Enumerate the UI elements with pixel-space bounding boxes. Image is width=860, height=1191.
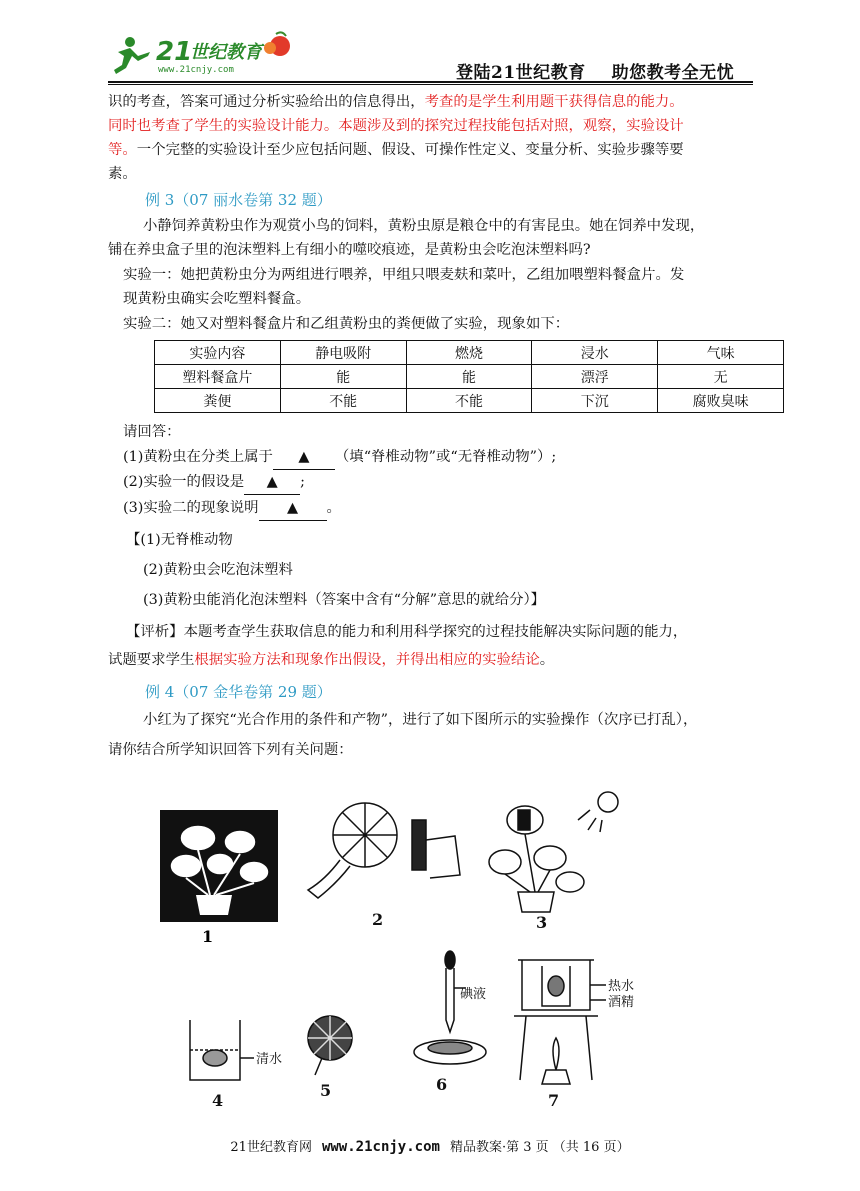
svg-text:www.21cnjy.com: www.21cnjy.com <box>158 65 234 75</box>
table-cell: 能 <box>280 365 406 389</box>
site-logo <box>108 28 308 80</box>
panel-3-plant-in-sun <box>489 792 618 932</box>
experiment2-line: 实验二：她又对塑料餐盒片和乙组黄粉虫的粪便做了实验，现象如下： <box>123 316 570 332</box>
fig-text-hot-water: 热水 <box>608 979 635 994</box>
answer-blank: ▲ <box>259 496 327 521</box>
panel-6-iodine-dropper <box>414 951 486 1094</box>
question-text: （填“脊椎动物”或“无脊椎动物”）; <box>334 449 557 465</box>
answer-1: 【(1)无脊椎动物 <box>126 532 233 548</box>
comment-line-1: 【评析】本题考查学生获取信息的能力和利用科学探究的过程技能解决实际问题的能力， <box>126 624 688 640</box>
comment-text: 。 <box>539 652 555 668</box>
comment-line-2 <box>108 648 554 672</box>
comment-text: 试题要求学生 <box>108 652 195 668</box>
fig-label-7: 7 <box>548 1091 560 1110</box>
table-cell: 漂浮 <box>532 365 658 389</box>
fig-label-4: 4 <box>212 1091 224 1110</box>
fig-text-water: 清水 <box>256 1052 283 1067</box>
table-row <box>155 365 784 389</box>
table-header-cell: 燃烧 <box>406 341 532 365</box>
table-cell: 不能 <box>280 389 406 413</box>
question-3 <box>123 496 341 521</box>
question-text: (3)实验二的现象说明 <box>123 500 259 516</box>
please-answer: 请回答： <box>123 424 181 440</box>
fig-label-5: 5 <box>320 1081 332 1100</box>
table-header-cell: 气味 <box>658 341 784 365</box>
answer-blank: ▲ <box>273 445 335 470</box>
footer-url[interactable]: www.21cnjy.com <box>321 1139 440 1155</box>
answer-3: (3)黄粉虫能消化泡沫塑料（答案中含有“分解”意思的就给分）】 <box>143 592 546 608</box>
example3-heading: 例 3（07 丽水卷第 32 题） <box>145 191 332 209</box>
slogan-right: 助您教考全无忧 <box>611 63 735 83</box>
fig-label-6: 6 <box>436 1075 448 1094</box>
table-cell: 能 <box>406 365 532 389</box>
question-2 <box>123 470 305 495</box>
table-header-cell: 实验内容 <box>155 341 281 365</box>
panel-4-beaker-water <box>190 1020 282 1110</box>
panel-1-dark-plant <box>160 810 278 946</box>
fig-text-alcohol: 酒精 <box>608 995 635 1010</box>
svg-text:世纪教育: 世纪教育 <box>190 42 262 63</box>
table-cell: 腐败臭味 <box>658 389 784 413</box>
table-header-cell: 静电吸附 <box>280 341 406 365</box>
answer-blank: ▲ <box>244 470 300 495</box>
experiment-figure <box>150 780 670 1110</box>
table-cell: 塑料餐盒片 <box>155 365 281 389</box>
table-cell: 下沉 <box>532 389 658 413</box>
example4-heading: 例 4（07 金华卷第 29 题） <box>145 683 332 701</box>
answer-2: (2)黄粉虫会吃泡沫塑料 <box>143 562 293 578</box>
intro-text: 一个完整的实验设计至少应包括问题、假设、可操作性定义、变量分析、实验步骤等要 <box>136 142 684 158</box>
header-slogan <box>456 58 734 83</box>
header-divider-thin <box>108 84 753 85</box>
example4-statement-2: 请你结合所学知识回答下列有关问题： <box>108 742 353 758</box>
example3-statement-1: 小静饲养黄粉虫作为观赏小鸟的饲料，黄粉虫原是粮仓中的有害昆虫。她在饲养中发现， <box>143 218 705 234</box>
header-divider <box>108 81 753 83</box>
panel-5-leaf <box>308 1016 352 1100</box>
fig-label-2: 2 <box>372 910 384 929</box>
question-text: 。 <box>326 500 341 516</box>
table-cell: 粪便 <box>155 389 281 413</box>
table-header-cell: 浸水 <box>532 341 658 365</box>
runner-figure <box>114 37 150 74</box>
question-1 <box>123 445 556 470</box>
table-cell: 无 <box>658 365 784 389</box>
experiment1-line-2: 现黄粉虫确实会吃塑料餐盒。 <box>123 291 311 307</box>
comment-highlight: 根据实验方法和现象作出假设，并得出相应的实验结论 <box>194 652 540 668</box>
intro-line-3 <box>108 138 684 162</box>
table-header-row <box>155 341 784 365</box>
intro-highlight: 等。 <box>108 142 137 158</box>
footer-site: 21世纪教育网 <box>230 1140 312 1155</box>
example4-statement-1: 小红为了探究“光合作用的条件和产物”，进行了如下图所示的实验操作（次序已打乱）， <box>143 712 698 728</box>
example3-statement-2: 铺在养虫盒子里的泡沫塑料上有细小的噬咬痕迹，是黄粉虫会吃泡沫塑料吗? <box>108 242 591 258</box>
fig-label-1: 1 <box>202 927 214 946</box>
svg-text:21: 21 <box>156 37 193 67</box>
question-text: (2)实验一的假设是 <box>123 474 245 490</box>
page-footer <box>0 1136 860 1155</box>
fig-text-iodine: 碘液 <box>460 987 487 1002</box>
footer-page-info: 精品教案·第 3 页 （共 16 页） <box>449 1140 630 1155</box>
intro-highlight: 考查的是学生利用题干获得信息的能力。 <box>424 94 684 110</box>
table-row <box>155 389 784 413</box>
intro-line-2: 同时也考查了学生的实验设计能力。本题涉及到的探究过程技能包括对照，观察，实验设计 <box>108 118 684 134</box>
intro-line-1 <box>108 90 684 114</box>
question-text: ; <box>300 474 305 490</box>
fig-label-3: 3 <box>536 913 548 932</box>
slogan-left: 登陆21世纪教育 <box>456 63 586 83</box>
panel-7-water-bath <box>514 960 634 1110</box>
experiment1-line-1: 实验一：她把黄粉虫分为两组进行喂养，甲组只喂麦麸和菜叶，乙组加喂塑料餐盒片。发 <box>123 267 685 283</box>
experiment-table <box>154 340 784 413</box>
question-text: (1)黄粉虫在分类上属于 <box>123 449 273 465</box>
intro-text: 识的考查，答案可通过分析实验给出的信息得出， <box>108 94 425 110</box>
table-cell: 不能 <box>406 389 532 413</box>
panel-2-leaf-covering <box>308 803 460 929</box>
intro-line-4: 素。 <box>108 166 137 182</box>
